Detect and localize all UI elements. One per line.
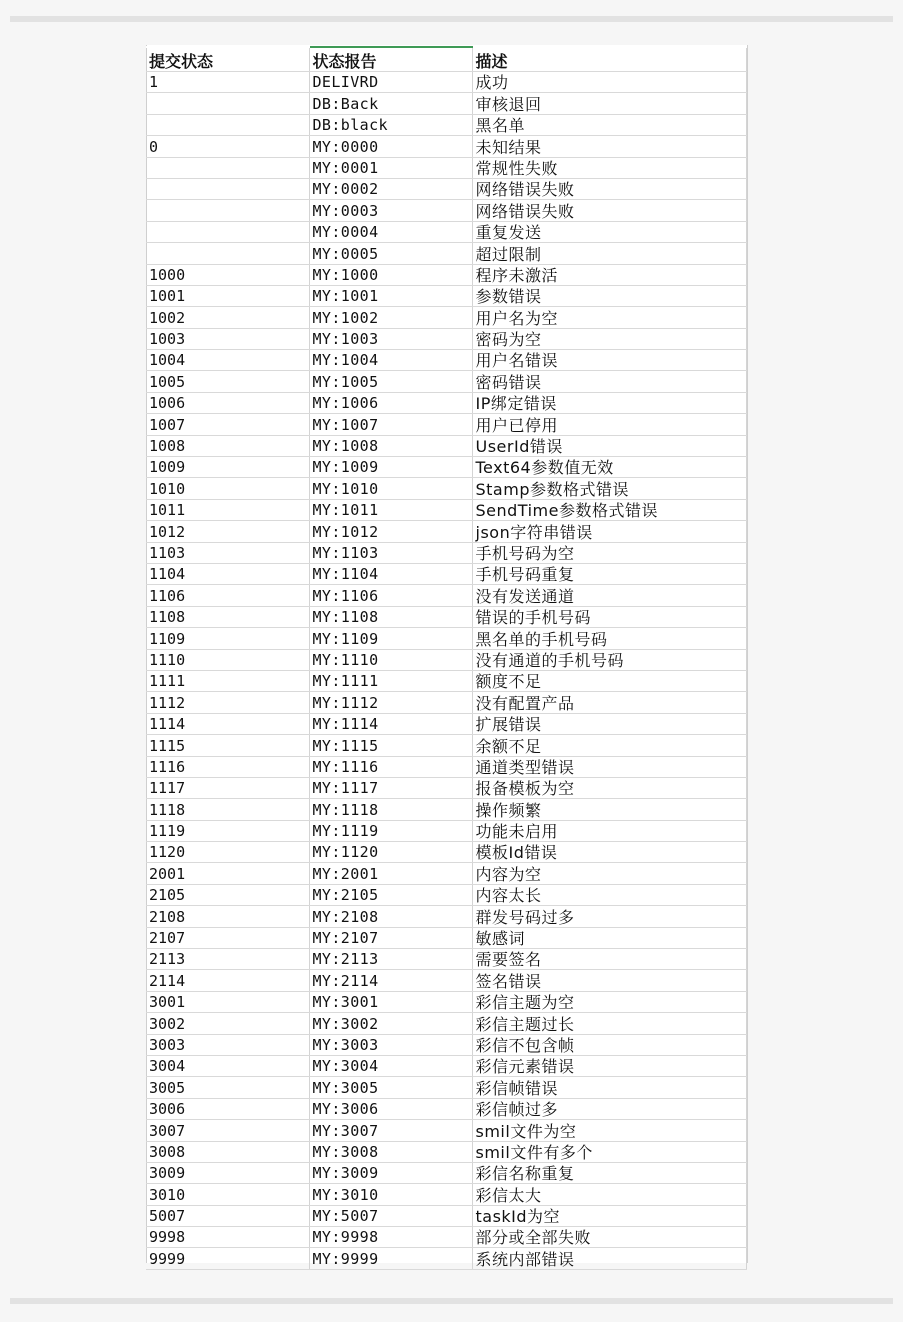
cell-description[interactable]: 部分或全部失败 — [472, 1227, 746, 1248]
cell-submit-status[interactable]: 1010 — [146, 478, 309, 499]
table-row — [146, 178, 746, 199]
table-row — [146, 521, 746, 542]
cell-description[interactable]: 通道类型错误 — [472, 756, 746, 777]
cell-description[interactable]: 黑名单的手机号码 — [472, 628, 746, 649]
cell-status-report[interactable]: MY:1004 — [309, 350, 472, 371]
cell-status-report[interactable]: MY:9998 — [309, 1227, 472, 1248]
cell-description[interactable]: 没有配置产品 — [472, 692, 746, 713]
table-row — [146, 906, 746, 927]
cell-description[interactable]: smil文件为空 — [472, 1120, 746, 1141]
bottom-divider — [10, 1298, 893, 1304]
cell-description[interactable]: 操作频繁 — [472, 799, 746, 820]
table-row — [146, 799, 746, 820]
cell-status-report[interactable]: MY:1111 — [309, 670, 472, 691]
status-code-table — [146, 46, 747, 1270]
table-row — [146, 863, 746, 884]
cell-description[interactable]: json字符串错误 — [472, 521, 746, 542]
table-row — [146, 285, 746, 306]
table-row — [146, 1055, 746, 1076]
cell-description[interactable]: 系统内部错误 — [472, 1248, 746, 1269]
cell-status-report[interactable]: MY:3006 — [309, 1098, 472, 1119]
cell-submit-status[interactable]: 3010 — [146, 1184, 309, 1205]
cell-description[interactable]: 需要签名 — [472, 949, 746, 970]
cell-description[interactable]: Stamp参数格式错误 — [472, 478, 746, 499]
cell-status-report[interactable]: MY:1012 — [309, 521, 472, 542]
cell-submit-status[interactable] — [146, 114, 309, 135]
cell-description[interactable]: 报备模板为空 — [472, 777, 746, 798]
cell-description[interactable]: 未知结果 — [472, 136, 746, 157]
cell-status-report[interactable]: MY:2108 — [309, 906, 472, 927]
cell-submit-status[interactable] — [146, 93, 309, 114]
cell-status-report[interactable]: MY:0003 — [309, 200, 472, 221]
cell-status-report[interactable]: MY:1009 — [309, 457, 472, 478]
table-row — [146, 692, 746, 713]
table-row — [146, 478, 746, 499]
cell-submit-status[interactable]: 1007 — [146, 414, 309, 435]
cell-description[interactable]: 彩信太大 — [472, 1184, 746, 1205]
cell-description[interactable]: 内容为空 — [472, 863, 746, 884]
table-row — [146, 1013, 746, 1034]
cell-status-report[interactable]: MY:5007 — [309, 1205, 472, 1226]
cell-status-report[interactable]: MY:0005 — [309, 243, 472, 264]
cell-status-report[interactable]: MY:0000 — [309, 136, 472, 157]
table-row — [146, 1120, 746, 1141]
cell-submit-status[interactable]: 3001 — [146, 991, 309, 1012]
cell-status-report[interactable]: MY:0001 — [309, 157, 472, 178]
table-row — [146, 136, 746, 157]
cell-submit-status[interactable] — [146, 178, 309, 199]
table-row — [146, 949, 746, 970]
cell-status-report[interactable]: DB:black — [309, 114, 472, 135]
cell-submit-status[interactable]: 1120 — [146, 842, 309, 863]
table-row — [146, 93, 746, 114]
table-row — [146, 884, 746, 905]
cell-submit-status[interactable]: 1006 — [146, 392, 309, 413]
table-row — [146, 264, 746, 285]
cell-description[interactable]: 用户已停用 — [472, 414, 746, 435]
header-row — [146, 47, 746, 72]
cell-status-report[interactable]: MY:0002 — [309, 178, 472, 199]
cell-submit-status[interactable]: 2107 — [146, 927, 309, 948]
table-row — [146, 1141, 746, 1162]
cell-status-report[interactable]: MY:3004 — [309, 1055, 472, 1076]
cell-submit-status[interactable]: 1005 — [146, 371, 309, 392]
cell-description[interactable]: 签名错误 — [472, 970, 746, 991]
cell-description[interactable]: 余额不足 — [472, 735, 746, 756]
cell-description[interactable]: 重复发送 — [472, 221, 746, 242]
cell-submit-status[interactable]: 9998 — [146, 1227, 309, 1248]
cell-status-report[interactable]: MY:1006 — [309, 392, 472, 413]
cell-status-report[interactable]: MY:3002 — [309, 1013, 472, 1034]
cell-description[interactable]: 网络错误失败 — [472, 200, 746, 221]
table-row — [146, 1034, 746, 1055]
cell-status-report[interactable]: MY:3007 — [309, 1120, 472, 1141]
table-row — [146, 200, 746, 221]
table-row — [146, 585, 746, 606]
cell-submit-status[interactable] — [146, 243, 309, 264]
cell-status-report[interactable]: MY:1109 — [309, 628, 472, 649]
cell-status-report[interactable]: MY:3010 — [309, 1184, 472, 1205]
cell-submit-status[interactable]: 1110 — [146, 649, 309, 670]
table-row — [146, 756, 746, 777]
cell-description[interactable]: 群发号码过多 — [472, 906, 746, 927]
cell-submit-status[interactable]: 3007 — [146, 1120, 309, 1141]
cell-description[interactable]: 敏感词 — [472, 927, 746, 948]
cell-submit-status[interactable]: 1004 — [146, 350, 309, 371]
table-row — [146, 457, 746, 478]
cell-submit-status[interactable]: 3002 — [146, 1013, 309, 1034]
cell-description[interactable]: UserId错误 — [472, 435, 746, 456]
cell-status-report[interactable]: MY:1106 — [309, 585, 472, 606]
table-row — [146, 1205, 746, 1226]
table-row — [146, 777, 746, 798]
cell-description[interactable]: 彩信主题为空 — [472, 991, 746, 1012]
cell-status-report[interactable]: MY:2107 — [309, 927, 472, 948]
cell-submit-status[interactable]: 3004 — [146, 1055, 309, 1076]
cell-status-report[interactable]: MY:9999 — [309, 1248, 472, 1269]
cell-status-report[interactable]: MY:1104 — [309, 563, 472, 584]
cell-submit-status[interactable]: 1116 — [146, 756, 309, 777]
cell-submit-status[interactable]: 0 — [146, 136, 309, 157]
table-row — [146, 820, 746, 841]
cell-status-report[interactable]: DB:Back — [309, 93, 472, 114]
cell-submit-status[interactable]: 1003 — [146, 328, 309, 349]
cell-submit-status[interactable]: 1106 — [146, 585, 309, 606]
table-row — [146, 414, 746, 435]
cell-status-report[interactable]: MY:1003 — [309, 328, 472, 349]
table-row — [146, 713, 746, 734]
cell-status-report[interactable]: MY:1119 — [309, 820, 472, 841]
cell-status-report[interactable]: MY:3005 — [309, 1077, 472, 1098]
cell-status-report[interactable]: MY:1008 — [309, 435, 472, 456]
cell-status-report[interactable]: DELIVRD — [309, 72, 472, 93]
table-row — [146, 1248, 746, 1269]
top-divider — [10, 16, 893, 22]
cell-description[interactable]: 扩展错误 — [472, 713, 746, 734]
cell-status-report[interactable]: MY:1118 — [309, 799, 472, 820]
cell-status-report[interactable]: MY:1001 — [309, 285, 472, 306]
cell-description[interactable]: smil文件有多个 — [472, 1141, 746, 1162]
table-row — [146, 563, 746, 584]
cell-description[interactable]: Text64参数值无效 — [472, 457, 746, 478]
cell-submit-status[interactable]: 2105 — [146, 884, 309, 905]
table-row — [146, 157, 746, 178]
cell-description[interactable]: 成功 — [472, 72, 746, 93]
table-row — [146, 735, 746, 756]
cell-submit-status[interactable]: 1112 — [146, 692, 309, 713]
cell-submit-status[interactable]: 1009 — [146, 457, 309, 478]
cell-submit-status[interactable]: 1000 — [146, 264, 309, 285]
cell-submit-status[interactable] — [146, 200, 309, 221]
cell-description[interactable]: 用户名错误 — [472, 350, 746, 371]
table-row — [146, 72, 746, 93]
cell-status-report[interactable]: MY:2113 — [309, 949, 472, 970]
table-row — [146, 1184, 746, 1205]
cell-status-report[interactable]: MY:3003 — [309, 1034, 472, 1055]
cell-submit-status[interactable]: 3003 — [146, 1034, 309, 1055]
table-row — [146, 628, 746, 649]
cell-status-report[interactable]: MY:3009 — [309, 1162, 472, 1183]
cell-submit-status[interactable]: 2113 — [146, 949, 309, 970]
table-row — [146, 350, 746, 371]
cell-submit-status[interactable]: 1108 — [146, 606, 309, 627]
cell-status-report[interactable]: MY:1116 — [309, 756, 472, 777]
table-row — [146, 649, 746, 670]
table-row — [146, 328, 746, 349]
cell-submit-status[interactable]: 1008 — [146, 435, 309, 456]
table-body — [146, 72, 746, 1270]
cell-description[interactable]: 常规性失败 — [472, 157, 746, 178]
cell-description[interactable]: 黑名单 — [472, 114, 746, 135]
cell-status-report[interactable]: MY:3008 — [309, 1141, 472, 1162]
cell-status-report[interactable]: MY:1114 — [309, 713, 472, 734]
cell-submit-status[interactable]: 2114 — [146, 970, 309, 991]
cell-status-report[interactable]: MY:1103 — [309, 542, 472, 563]
cell-status-report[interactable]: MY:3001 — [309, 991, 472, 1012]
header-status-report[interactable]: 状态报告 — [309, 47, 472, 72]
cell-submit-status[interactable]: 1115 — [146, 735, 309, 756]
table-row — [146, 1162, 746, 1183]
cell-status-report[interactable]: MY:1005 — [309, 371, 472, 392]
table-row — [146, 114, 746, 135]
cell-status-report[interactable]: MY:0004 — [309, 221, 472, 242]
cell-submit-status[interactable]: 5007 — [146, 1205, 309, 1226]
cell-submit-status[interactable]: 1012 — [146, 521, 309, 542]
cell-status-report[interactable]: MY:1010 — [309, 478, 472, 499]
cell-description[interactable]: IP绑定错误 — [472, 392, 746, 413]
cell-description[interactable]: 网络错误失败 — [472, 178, 746, 199]
cell-description[interactable]: 彩信元素错误 — [472, 1055, 746, 1076]
cell-submit-status[interactable]: 1002 — [146, 307, 309, 328]
table-row — [146, 542, 746, 563]
cell-status-report[interactable]: MY:1108 — [309, 606, 472, 627]
cell-submit-status[interactable] — [146, 221, 309, 242]
cell-description[interactable]: 错误的手机号码 — [472, 606, 746, 627]
cell-submit-status[interactable]: 3009 — [146, 1162, 309, 1183]
cell-description[interactable]: 密码错误 — [472, 371, 746, 392]
cell-description[interactable]: 功能未启用 — [472, 820, 746, 841]
cell-submit-status[interactable]: 1103 — [146, 542, 309, 563]
cell-submit-status[interactable]: 1104 — [146, 563, 309, 584]
cell-status-report[interactable]: MY:2105 — [309, 884, 472, 905]
cell-submit-status[interactable]: 1109 — [146, 628, 309, 649]
cell-description[interactable]: 超过限制 — [472, 243, 746, 264]
table-row — [146, 1227, 746, 1248]
cell-status-report[interactable]: MY:1110 — [309, 649, 472, 670]
table-row — [146, 970, 746, 991]
cell-description[interactable]: 用户名为空 — [472, 307, 746, 328]
cell-description[interactable]: 审核退回 — [472, 93, 746, 114]
cell-description[interactable]: 参数错误 — [472, 285, 746, 306]
cell-status-report[interactable]: MY:1000 — [309, 264, 472, 285]
header-description[interactable]: 描述 — [472, 47, 746, 72]
cell-status-report[interactable]: MY:1007 — [309, 414, 472, 435]
table-row — [146, 307, 746, 328]
cell-description[interactable]: 彩信名称重复 — [472, 1162, 746, 1183]
cell-description[interactable]: SendTime参数格式错误 — [472, 499, 746, 520]
cell-description[interactable]: taskId为空 — [472, 1205, 746, 1226]
cell-submit-status[interactable]: 1001 — [146, 285, 309, 306]
cell-submit-status[interactable]: 2108 — [146, 906, 309, 927]
cell-status-report[interactable]: MY:1115 — [309, 735, 472, 756]
cell-status-report[interactable]: MY:1117 — [309, 777, 472, 798]
cell-description[interactable]: 彩信帧过多 — [472, 1098, 746, 1119]
cell-status-report[interactable]: MY:1112 — [309, 692, 472, 713]
table-row — [146, 435, 746, 456]
cell-submit-status[interactable]: 3006 — [146, 1098, 309, 1119]
cell-status-report[interactable]: MY:1120 — [309, 842, 472, 863]
cell-submit-status[interactable]: 1 — [146, 72, 309, 93]
cell-submit-status[interactable]: 3005 — [146, 1077, 309, 1098]
cell-description[interactable]: 模板Id错误 — [472, 842, 746, 863]
cell-submit-status[interactable]: 3008 — [146, 1141, 309, 1162]
table-row — [146, 991, 746, 1012]
cell-description[interactable]: 内容太长 — [472, 884, 746, 905]
table-row — [146, 499, 746, 520]
cell-description[interactable]: 彩信不包含帧 — [472, 1034, 746, 1055]
cell-submit-status[interactable]: 1111 — [146, 670, 309, 691]
cell-description[interactable]: 额度不足 — [472, 670, 746, 691]
cell-status-report[interactable]: MY:2001 — [309, 863, 472, 884]
cell-description[interactable]: 手机号码重复 — [472, 563, 746, 584]
table-row — [146, 1098, 746, 1119]
cell-submit-status[interactable]: 1118 — [146, 799, 309, 820]
cell-submit-status[interactable]: 1119 — [146, 820, 309, 841]
cell-description[interactable]: 没有发送通道 — [472, 585, 746, 606]
cell-description[interactable]: 没有通道的手机号码 — [472, 649, 746, 670]
cell-description[interactable]: 手机号码为空 — [472, 542, 746, 563]
cell-status-report[interactable]: MY:2114 — [309, 970, 472, 991]
cell-description[interactable]: 程序未激活 — [472, 264, 746, 285]
cell-status-report[interactable]: MY:1002 — [309, 307, 472, 328]
table-row — [146, 606, 746, 627]
table-row — [146, 670, 746, 691]
cell-status-report[interactable]: MY:1011 — [309, 499, 472, 520]
header-submit-status[interactable]: 提交状态 — [146, 47, 309, 72]
table-row — [146, 392, 746, 413]
table-row — [146, 1077, 746, 1098]
table-row — [146, 842, 746, 863]
cell-description[interactable]: 彩信主题过长 — [472, 1013, 746, 1034]
table-row — [146, 243, 746, 264]
cell-submit-status[interactable]: 1114 — [146, 713, 309, 734]
cell-submit-status[interactable]: 2001 — [146, 863, 309, 884]
table-row — [146, 371, 746, 392]
cell-description[interactable]: 彩信帧错误 — [472, 1077, 746, 1098]
cell-submit-status[interactable]: 1011 — [146, 499, 309, 520]
table-row — [146, 927, 746, 948]
table-row — [146, 221, 746, 242]
cell-description[interactable]: 密码为空 — [472, 328, 746, 349]
cell-submit-status[interactable]: 9999 — [146, 1248, 309, 1269]
cell-submit-status[interactable] — [146, 157, 309, 178]
cell-submit-status[interactable]: 1117 — [146, 777, 309, 798]
